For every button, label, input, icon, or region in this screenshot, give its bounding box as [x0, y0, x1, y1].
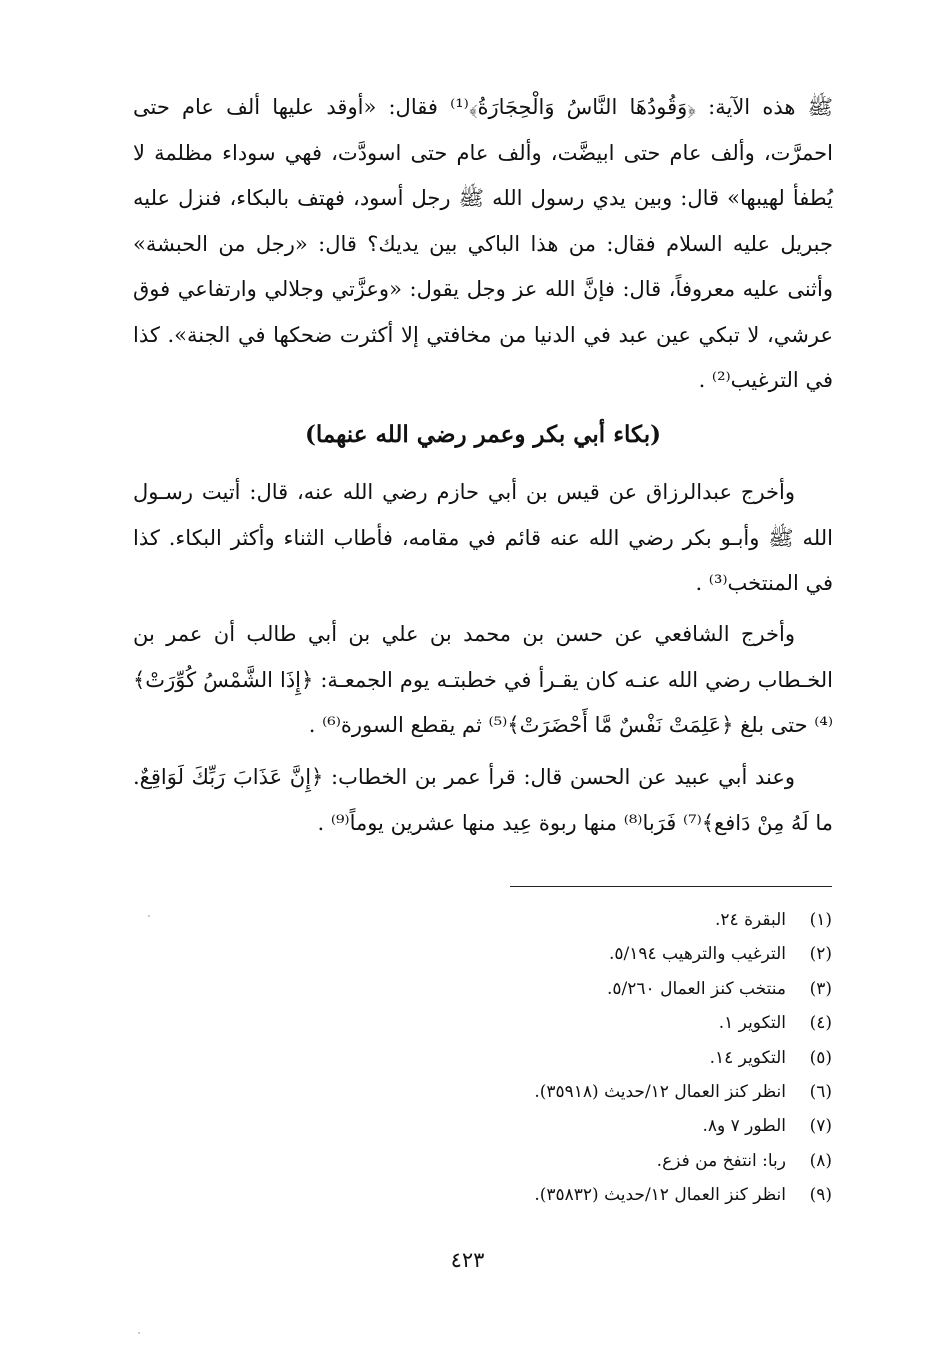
footnote-text: انظر كنز العمال ١٢/حديث (٣٥٩١٨). — [534, 1082, 786, 1103]
footnote-item — [300, 1109, 832, 1143]
section-heading: (بكاء أبي بكر وعمر رضي الله عنهما) — [304, 421, 662, 448]
footnote-number: (٢) — [809, 944, 832, 965]
footnote-item — [300, 1075, 832, 1109]
paragraph-1 — [133, 85, 833, 404]
scan-speck — [148, 915, 150, 917]
footnote-text: ربا: انتفخ من فزع. — [656, 1150, 786, 1171]
footnote-number: (٦) — [809, 1082, 832, 1103]
footnote-text: التكوير ١. — [718, 1013, 786, 1034]
footnote-number: (٤) — [809, 1013, 832, 1034]
paragraph-1-text: ﷺ هذه الآية: ﴿وَقُودُهَا النَّاسُ وَالْحِجَارَةُ﴾⁽¹⁾ فقال: «أوقد عليها ألف عام حتى احمرَّت، وألف عام حتى ابيضَّت، وألف عام حتى اسودَّت، فهي سوداء مظلمة لا يُطفأ لهيبها» قال: وبين يدي رسول الله ﷺ رجل أسود، فهتف بالبكاء، فنزل عليه جبريل عليه السلام فقال: من هذا الباكي بين يديك؟ قال: «رجل من الحبشة» وأثنى عليه معروفاً، قال: فإنَّ الله عز وجل يقول: «وعزَّتي وجلالي وارتفاعي فوق عرشي، لا تبكي عين عبد في الدنيا من مخافتي إلا أكثرت ضحكها في الجنة». كذا في الترغيب⁽²⁾ . — [133, 95, 833, 392]
paragraph-2-text: وأخرج عبدالرزاق عن قيس بن أبي حازم رضي الله عنه، قال: أتيت رسـول الله ﷺ وأبـو بكر رضي الله عنه قائم في مقامه، فأطاب الثناء وأكثر البكاء. كذا في المنتخب⁽³⁾ . — [133, 480, 833, 595]
footnotes-list — [300, 903, 832, 1213]
footnote-text: منتخب كنز العمال ٥/٢٦٠. — [607, 978, 786, 999]
footnote-text: انظر كنز العمال ١٢/حديث (٣٥٨٣٢). — [534, 1185, 786, 1206]
footnote-divider — [510, 886, 832, 887]
footnote-text: الطور ٧ و٨. — [702, 1116, 786, 1137]
footnote-item — [300, 1006, 832, 1040]
footnote-text: التكوير ١٤. — [709, 1047, 786, 1068]
footnote-number: (٥) — [809, 1047, 832, 1068]
paragraph-3 — [133, 612, 833, 749]
paragraph-4-text: وعند أبي عبيد عن الحسن قال: قرأ عمر بن الخطاب: ﴿إِنَّ عَذَابَ رَبِّكَ لَوَاقِعٌ. ما لَهُ مِنْ دَافع﴾⁽⁷⁾ فَرَبا⁽⁸⁾ منها ربوة عِيد منها عشرين يوماً⁽⁹⁾ . — [133, 765, 833, 835]
footnote-number: (٨) — [809, 1150, 832, 1171]
footnote-number: (٣) — [809, 978, 832, 999]
footnote-number: (١) — [809, 910, 832, 930]
footnote-item — [300, 903, 832, 937]
footnote-number: (٧) — [809, 1116, 832, 1137]
paragraph-2 — [133, 470, 833, 607]
footnote-item — [300, 1178, 832, 1212]
footnote-item — [300, 972, 832, 1006]
footnote-item — [300, 1144, 832, 1178]
footnote-item — [300, 1041, 832, 1075]
paragraph-3-text: وأخرج الشافعي عن حسن بن محمد بن علي بن أبي طالب أن عمر بن الخـطاب رضي الله عنـه كان يقـرأ في خطبتـه يوم الجمعـة: ﴿إِذَا الشَّمْسُ كُوِّرَتْ﴾⁽⁴⁾ حتى بلغ ﴿عَلِمَتْ نَفْسٌ مَّا أَحْضَرَتْ﴾⁽⁵⁾ ثم يقطع السورة⁽⁶⁾ . — [133, 622, 833, 737]
footnote-text: البقرة ٢٤. — [715, 910, 786, 930]
footnote-text: الترغيب والترهيب ٥/١٩٤. — [608, 944, 786, 965]
paragraph-4 — [133, 755, 833, 846]
footnote-item — [300, 937, 832, 971]
scan-speck — [138, 1332, 140, 1334]
page-number: ٤٢٣ — [450, 1248, 485, 1272]
footnote-number: (٩) — [809, 1185, 832, 1206]
